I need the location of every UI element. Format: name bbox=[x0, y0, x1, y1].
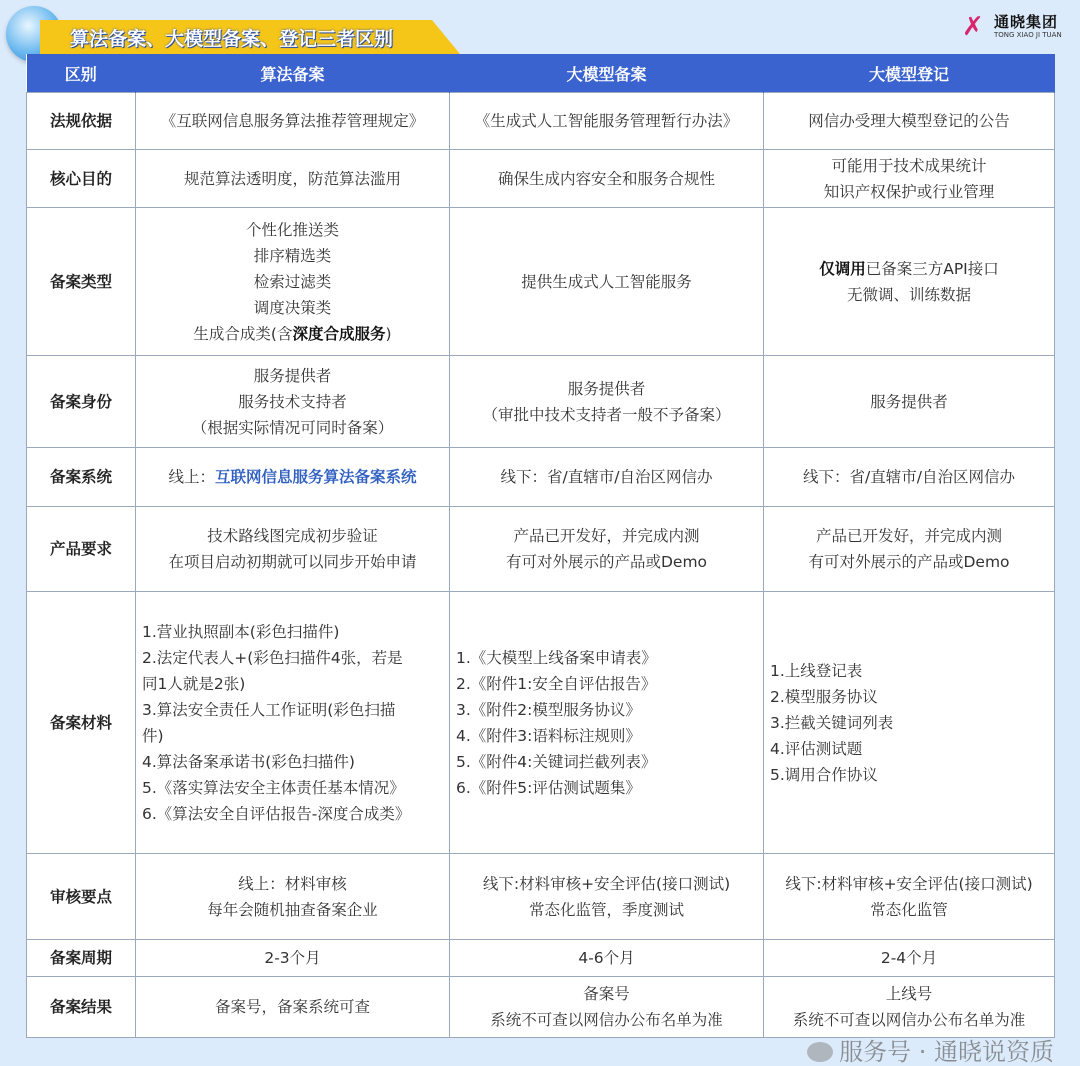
logo-mark-icon: ✗ bbox=[962, 12, 984, 42]
row-label: 备案身份 bbox=[27, 356, 136, 448]
cell-text: 确保生成内容安全和服务合规性 bbox=[497, 169, 715, 188]
cell-line bbox=[456, 269, 757, 295]
row-label: 核心目的 bbox=[27, 150, 136, 208]
cell-line bbox=[456, 166, 757, 192]
table-row bbox=[27, 448, 1055, 507]
cell-text: 服务提供者 bbox=[253, 366, 332, 385]
cell-line bbox=[142, 801, 443, 827]
table-row bbox=[27, 854, 1055, 940]
table-cell bbox=[764, 592, 1055, 854]
cell-line bbox=[770, 981, 1048, 1007]
table-cell bbox=[136, 93, 450, 150]
cell-line bbox=[770, 762, 1048, 788]
table-cell bbox=[450, 208, 764, 356]
table-cell bbox=[764, 854, 1055, 940]
cell-text: 检索过滤类 bbox=[253, 272, 332, 291]
cell-text: 1.上线登记表 bbox=[770, 661, 863, 680]
cell-text: （根据实际情况可同时备案） bbox=[191, 418, 394, 437]
cell-line bbox=[456, 671, 757, 697]
cell-line bbox=[456, 645, 757, 671]
cell-line bbox=[456, 945, 757, 971]
table-cell bbox=[136, 977, 450, 1038]
cell-line bbox=[770, 389, 1048, 415]
filing-system-link[interactable]: 互联网信息服务算法备案系统 bbox=[215, 468, 417, 486]
comparison-table bbox=[26, 54, 1055, 1038]
cell-text: 4-6个月 bbox=[578, 949, 635, 967]
cell-text: 服务提供者 bbox=[567, 379, 646, 398]
emphasis-text: 仅调用 bbox=[819, 259, 866, 278]
logo-cn: 通晓集团 bbox=[994, 13, 1059, 31]
cell-text: 系统不可查以网信办公布名单为准 bbox=[792, 1011, 1026, 1029]
cell-line bbox=[770, 282, 1048, 308]
table-cell bbox=[764, 150, 1055, 208]
cell-text: 排序精选类 bbox=[253, 246, 332, 265]
cell-line bbox=[142, 871, 443, 897]
table-cell bbox=[136, 854, 450, 940]
cell-text: ) bbox=[385, 324, 392, 343]
cell-line bbox=[142, 217, 443, 243]
cell-text: 服务提供者 bbox=[870, 392, 948, 411]
cell-line bbox=[770, 897, 1048, 923]
cell-text: 产品已开发好，并完成内测 bbox=[815, 527, 1002, 545]
cell-text: 6.《算法安全自评估报告-深度合成类》 bbox=[142, 804, 411, 823]
cell-line bbox=[770, 523, 1048, 549]
cell-text: 3.《附件2:模型服务协议》 bbox=[456, 700, 641, 719]
emphasis-text: 深度合成服务 bbox=[292, 324, 386, 343]
cell-line bbox=[456, 897, 757, 923]
cell-text: 每年会随机抽查备案企业 bbox=[207, 900, 378, 919]
cell-line bbox=[770, 1007, 1048, 1033]
cell-text: 线下:材料审核+安全评估(接口测试) bbox=[482, 874, 731, 893]
cell-line bbox=[770, 256, 1048, 282]
table-cell bbox=[764, 507, 1055, 592]
cell-text: 常态化监管，季度测试 bbox=[528, 900, 684, 919]
cell-text: 可能用于技术成果统计 bbox=[831, 156, 987, 175]
cell-text: 系统不可查以网信办公布名单为准 bbox=[490, 1011, 723, 1029]
table-row bbox=[27, 93, 1055, 150]
table-row bbox=[27, 507, 1055, 592]
cell-line bbox=[142, 619, 443, 645]
cell-line bbox=[142, 549, 443, 575]
cell-line bbox=[456, 749, 757, 775]
cell-line bbox=[456, 871, 757, 897]
cell-line bbox=[456, 981, 757, 1007]
cell-line bbox=[142, 363, 443, 389]
cell-text: 无微调、训练数据 bbox=[846, 285, 971, 304]
cell-line bbox=[142, 697, 443, 723]
table-cell bbox=[450, 93, 764, 150]
cell-line bbox=[142, 897, 443, 923]
cell-line bbox=[142, 645, 443, 671]
cell-text: 2.模型服务协议 bbox=[770, 687, 878, 706]
cell-text: 5.《附件4:关键词拦截列表》 bbox=[456, 752, 657, 771]
cell-text: 线上：材料审核 bbox=[238, 874, 347, 893]
table-row bbox=[27, 592, 1055, 854]
cell-text: 上线号 bbox=[885, 985, 933, 1003]
column-header: 区别 bbox=[27, 54, 136, 93]
cell-line bbox=[142, 523, 443, 549]
cell-text: 1.《大模型上线备案申请表》 bbox=[456, 648, 657, 667]
cell-text: 提供生成式人工智能服务 bbox=[521, 272, 692, 291]
table-cell bbox=[450, 592, 764, 854]
table-row bbox=[27, 208, 1055, 356]
table-header-row bbox=[27, 54, 1055, 93]
cell-text: 产品已开发好，并完成内测 bbox=[513, 527, 700, 545]
cell-text: 3.拦截关键词列表 bbox=[770, 713, 894, 732]
cell-line bbox=[142, 389, 443, 415]
table-cell bbox=[764, 977, 1055, 1038]
table-row bbox=[27, 940, 1055, 977]
table-row bbox=[27, 150, 1055, 208]
cell-text: 知识产权保护或行业管理 bbox=[823, 182, 995, 201]
cell-text: 1.营业执照副本(彩色扫描件) bbox=[142, 622, 340, 641]
cell-text: 备案号 bbox=[583, 985, 630, 1003]
table-cell bbox=[764, 208, 1055, 356]
cell-line bbox=[770, 658, 1048, 684]
cell-text: 在项目启动初期就可以同步开始申请 bbox=[168, 553, 417, 571]
table-cell bbox=[450, 977, 764, 1038]
table-cell bbox=[136, 507, 450, 592]
logo-en: TONG XIAO JI TUAN bbox=[994, 31, 1062, 39]
cell-line bbox=[142, 269, 443, 295]
cell-line bbox=[770, 710, 1048, 736]
table-cell bbox=[450, 854, 764, 940]
row-label: 法规依据 bbox=[27, 93, 136, 150]
cell-line bbox=[456, 402, 757, 428]
cell-text: 已备案三方API接口 bbox=[865, 259, 999, 278]
cell-text: 同1人就是2张) bbox=[142, 674, 246, 693]
cell-line bbox=[456, 108, 757, 134]
table-cell bbox=[450, 150, 764, 208]
cell-line bbox=[770, 945, 1048, 971]
table-cell bbox=[450, 507, 764, 592]
cell-line bbox=[142, 415, 443, 441]
table-cell bbox=[764, 940, 1055, 977]
table-cell bbox=[764, 356, 1055, 448]
column-header: 大模型登记 bbox=[764, 54, 1055, 93]
cell-text: 有可对外展示的产品或Demo bbox=[505, 553, 708, 571]
cell-text: 《生成式人工智能服务管理暂行办法》 bbox=[474, 112, 739, 130]
cell-line bbox=[142, 994, 443, 1020]
cell-line bbox=[456, 775, 757, 801]
cell-line bbox=[770, 684, 1048, 710]
table-cell bbox=[136, 208, 450, 356]
cell-line bbox=[770, 153, 1048, 179]
cell-text: 2.《附件1:安全自评估报告》 bbox=[456, 674, 657, 693]
cell-line bbox=[142, 723, 443, 749]
cell-line bbox=[142, 321, 443, 347]
cell-text: 技术路线图完成初步验证 bbox=[207, 527, 378, 545]
cell-line bbox=[142, 671, 443, 697]
cell-line bbox=[456, 697, 757, 723]
cell-text: 有可对外展示的产品或Demo bbox=[808, 553, 1010, 571]
cell-text: 调度决策类 bbox=[253, 298, 332, 317]
row-label: 备案周期 bbox=[27, 940, 136, 977]
cell-line bbox=[456, 464, 757, 490]
cell-text: 6.《附件5:评估测试题集》 bbox=[456, 778, 641, 797]
cell-line bbox=[456, 376, 757, 402]
table-cell bbox=[136, 150, 450, 208]
row-label: 产品要求 bbox=[27, 507, 136, 592]
cell-text: 线下：省/直辖市/自治区网信办 bbox=[500, 468, 713, 486]
cell-line bbox=[770, 736, 1048, 762]
column-header: 大模型备案 bbox=[450, 54, 764, 93]
cell-text: 备案号，备案系统可查 bbox=[214, 998, 370, 1016]
cell-text: 线下:材料审核+安全评估(接口测试) bbox=[785, 874, 1033, 893]
row-label: 备案系统 bbox=[27, 448, 136, 507]
cell-line bbox=[142, 775, 443, 801]
cell-text: 线下：省/直辖市/自治区网信办 bbox=[803, 468, 1015, 486]
row-label: 备案材料 bbox=[27, 592, 136, 854]
cell-line bbox=[456, 549, 757, 575]
cell-line bbox=[142, 243, 443, 269]
table-cell bbox=[450, 356, 764, 448]
table-cell bbox=[136, 448, 450, 507]
cell-line bbox=[456, 523, 757, 549]
cell-text: 常态化监管 bbox=[870, 900, 948, 919]
table-cell bbox=[450, 940, 764, 977]
cell-text: 网信办受理大模型登记的公告 bbox=[808, 112, 1010, 130]
cell-text: 件) bbox=[142, 726, 164, 745]
cell-text: 3.算法安全责任人工作证明(彩色扫描 bbox=[142, 700, 396, 719]
cell-line bbox=[770, 464, 1048, 490]
column-header: 算法备案 bbox=[136, 54, 450, 93]
table-row bbox=[27, 977, 1055, 1038]
cell-line bbox=[142, 945, 443, 971]
watermark-group bbox=[807, 1038, 1054, 1066]
row-label: 备案类型 bbox=[27, 208, 136, 356]
cell-line bbox=[142, 749, 443, 775]
cell-text: 2-4个月 bbox=[880, 949, 938, 967]
cell-line bbox=[770, 179, 1048, 205]
cell-text: 线上： bbox=[168, 468, 215, 486]
cell-text: 生成合成类(含 bbox=[193, 324, 293, 343]
cell-text: （审批中技术支持者一般不予备案） bbox=[482, 405, 731, 424]
cell-text: 4.评估测试题 bbox=[770, 739, 863, 758]
cell-text: 2.法定代表人+(彩色扫描件4张，若是 bbox=[142, 648, 403, 667]
cell-line bbox=[770, 871, 1048, 897]
cell-text: 5.调用合作协议 bbox=[770, 765, 878, 784]
cell-text: 4.算法备案承诺书(彩色扫描件) bbox=[142, 752, 355, 771]
table-cell bbox=[136, 592, 450, 854]
cell-text: 服务技术支持者 bbox=[238, 392, 347, 411]
company-logo bbox=[958, 10, 1070, 42]
watermark: 服务号 · 通晓说资质 bbox=[839, 1038, 1054, 1066]
table-cell bbox=[136, 356, 450, 448]
table-cell bbox=[764, 448, 1055, 507]
table-cell bbox=[136, 940, 450, 977]
cell-text: 2-3个月 bbox=[264, 949, 321, 967]
cell-text: 5.《落实算法安全主体责任基本情况》 bbox=[142, 778, 405, 797]
cell-line bbox=[770, 549, 1048, 575]
cell-line bbox=[142, 295, 443, 321]
table-cell bbox=[764, 93, 1055, 150]
cell-line bbox=[142, 464, 443, 490]
wechat-icon bbox=[807, 1042, 833, 1062]
table-cell bbox=[450, 448, 764, 507]
cell-line bbox=[456, 1007, 757, 1033]
cell-line bbox=[770, 108, 1048, 134]
cell-line bbox=[142, 166, 443, 192]
cell-text: 规范算法透明度，防范算法滥用 bbox=[183, 169, 401, 188]
cell-line bbox=[142, 108, 443, 134]
row-label: 审核要点 bbox=[27, 854, 136, 940]
cell-line bbox=[456, 723, 757, 749]
page-title: 算法备案、大模型备案、登记三者区别 bbox=[70, 28, 394, 50]
cell-text: 个性化推送类 bbox=[245, 220, 339, 239]
cell-text: 4.《附件3:语料标注规则》 bbox=[456, 726, 641, 745]
row-label: 备案结果 bbox=[27, 977, 136, 1038]
table-row bbox=[27, 356, 1055, 448]
cell-text: 《互联网信息服务算法推荐管理规定》 bbox=[160, 112, 425, 130]
